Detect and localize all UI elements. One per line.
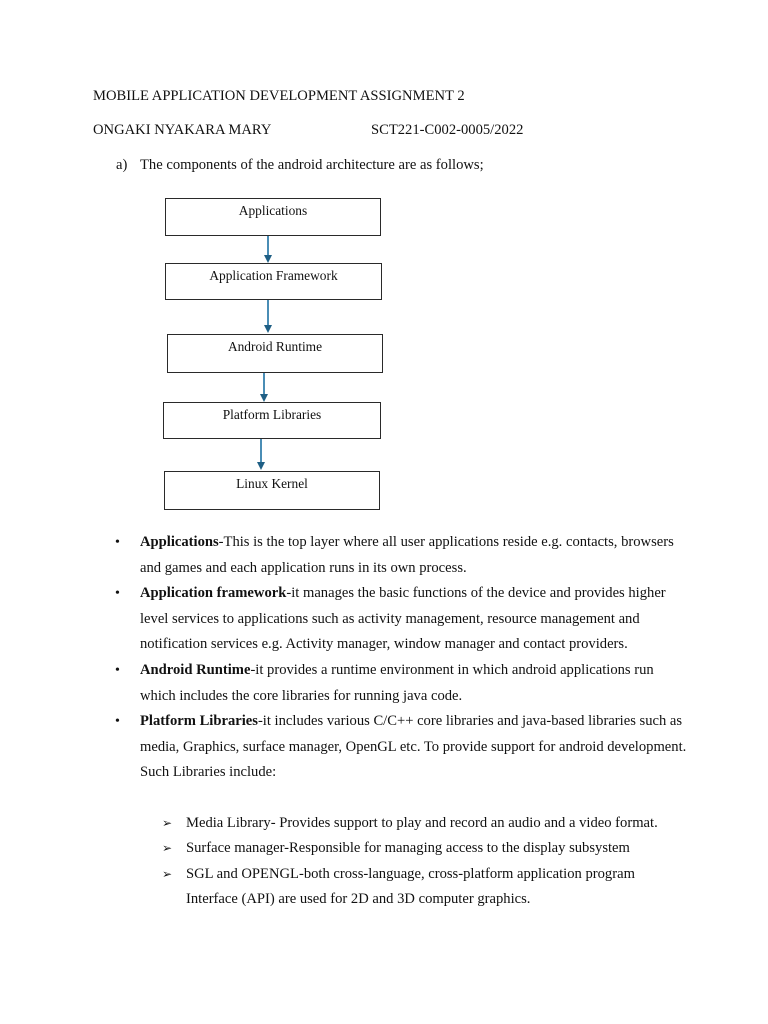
description: Media Library- Provides support to play and record an audio and a video format. (186, 815, 658, 831)
layer-box-application-framework (165, 263, 382, 300)
question-text: The components of the android architecture are as follows; (140, 157, 484, 173)
arrow-bullet-icon: ➢ (162, 841, 173, 856)
component-descriptions (112, 530, 692, 786)
term: Platform Libraries (140, 713, 258, 730)
description: SGL and OPENGL-both cross-language, cross-platform application program Interface (API) are used for 2D and 3D computer graphics. (186, 865, 635, 908)
bullet-icon: • (115, 535, 120, 550)
document-title: MOBILE APPLICATION DEVELOPMENT ASSIGNMENT 2 (93, 88, 465, 104)
arrowhead-icon (260, 394, 268, 402)
question-marker: a) (116, 157, 128, 173)
list-item (160, 836, 680, 861)
platform-libraries-list (160, 811, 680, 913)
arrow-down-icon (260, 439, 262, 462)
description: Surface manager-Responsible for managing access to the display subsystem (186, 840, 630, 857)
layer-label: Platform Libraries (222, 407, 322, 422)
arrow-bullet-icon: ➢ (162, 866, 173, 881)
arrow-down-icon (267, 300, 269, 325)
list-item (112, 530, 692, 581)
layer-label: Linux Kernel (236, 476, 308, 491)
layer-label: Applications (238, 203, 308, 218)
arrow-bullet-icon: ➢ (162, 816, 173, 830)
description: -This is the top layer where all user applications reside e.g. contacts, browsers and games and each application runs in its own process. (140, 534, 674, 576)
arrowhead-icon (257, 462, 265, 470)
layer-label: Application Framework (209, 268, 338, 283)
list-item (160, 862, 680, 913)
list-item (112, 658, 692, 709)
term: Android Runtime (140, 661, 251, 678)
description: -it provides a runtime environment in which android applications run which includes the core libraries for running java code. (140, 661, 654, 704)
bullet-icon: • (115, 714, 120, 730)
description: -it manages the basic functions of the device and provides higher level services to applications such as activity management, resource management and notification services e.g. Activity manager, window manager and contact providers. (140, 585, 666, 653)
layer-box-linux-kernel (164, 471, 380, 510)
arrowhead-icon (264, 325, 272, 333)
list-item (160, 811, 680, 836)
list-item (112, 581, 692, 658)
list-item (112, 709, 692, 786)
layer-label: Android Runtime (227, 339, 323, 354)
layer-box-platform-libraries (163, 402, 381, 439)
description: -it includes various C/C++ core libraries and java-based libraries such as media, Graphics, surface manager, OpenGL etc. To provide support for android development. Such Libraries include: (140, 713, 687, 781)
arrow-down-icon (263, 373, 265, 394)
registration-number: SCT221-C002-0005/2022 (371, 122, 524, 138)
layer-box-applications (165, 198, 381, 236)
term: Application framework (140, 585, 287, 602)
author-name: ONGAKI NYAKARA MARY (93, 122, 272, 138)
layer-box-android-runtime (167, 334, 383, 373)
arrowhead-icon (264, 255, 272, 263)
bullet-icon: • (115, 662, 120, 678)
term: Applications (140, 534, 219, 550)
arrow-down-icon (267, 236, 269, 256)
bullet-icon: • (115, 586, 120, 602)
